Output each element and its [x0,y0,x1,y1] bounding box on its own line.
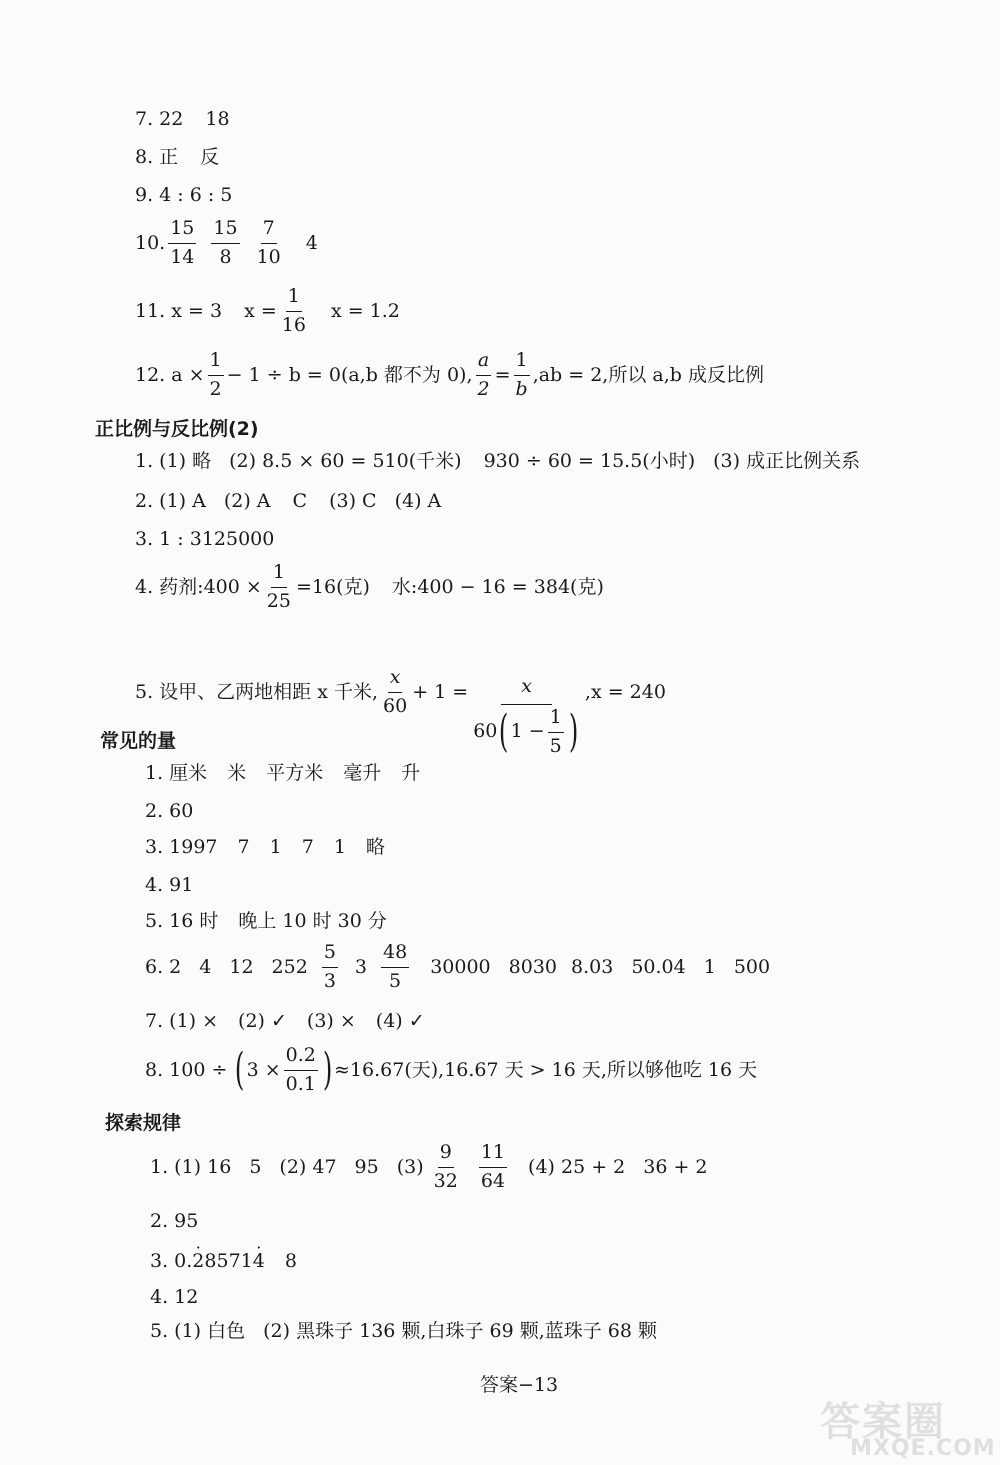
text: 8.03 [571,955,614,978]
text: 7 [237,836,250,858]
answer-line-11 [135,286,400,337]
fraction: $\frac{1}{25}$ [266,561,291,612]
watermark-url: MXQE.COM [850,1436,996,1461]
answer-line-3 [150,1252,297,1271]
text: 95 [354,1155,379,1178]
fraction: $\frac{5}{3}$ [323,941,336,992]
answer-line-6 [145,942,770,993]
text: 930 ÷ 60 = 15.5(小时) [483,450,696,472]
section-heading: 常见的量 [100,730,177,752]
answer-line-5 [145,912,387,931]
text: 11. x = 3 [135,299,223,322]
text: 升 [401,762,421,784]
fraction: $\frac{15}{8}$ [213,217,238,268]
text: 2. 95 [150,1210,199,1232]
text: 4. 12 [150,1286,199,1308]
text: 平方米 [266,762,324,784]
answer-line-9 [135,186,232,205]
text: 5. (1) 白色 [150,1320,246,1342]
answer-line-3 [145,838,385,857]
text: (3) 成正比例关系 [713,450,861,472]
text: = [494,363,511,386]
text: ,ab = 2,所以 a,b 成反比例 [532,363,764,386]
text: + 1 = [412,681,469,704]
text: 2. 60 [145,800,194,822]
text: x = 1.2 [330,299,400,322]
answer-line-7 [135,110,230,129]
answer-line-8 [135,148,219,167]
section-heading: 正比例与反比例(2) [95,418,259,440]
answer-line-7 [145,1012,425,1031]
text: (2) 47 [279,1155,337,1178]
section-heading: 探索规律 [105,1112,182,1134]
text: 5. 16 时 [145,910,219,932]
text: 水:400 − 16 = 384(克) [391,575,604,598]
text: − 1 ÷ b = 0(a,b 都不为 0), [226,363,473,386]
text: 30000 [430,955,491,978]
text: 7. 22 [135,108,184,130]
text: 5. 设甲、乙两地相距 x 千米, [135,681,379,704]
text: 12. a × [135,363,205,386]
text: 1. 厘米 [145,762,208,784]
text: ,x = 240 [584,681,666,704]
fraction: $\frac{48}{5}$ [383,941,408,992]
text: (3) C [329,490,377,512]
page-number: 答案−13 [480,1374,559,1396]
text: 50.04 [631,955,686,978]
text: 反 [200,146,220,168]
answer-line-1 [135,452,860,471]
text: 4 [199,955,212,978]
text: 8030 [508,955,557,978]
text: 8 [284,1250,297,1272]
answer-line-10 [135,218,318,269]
text: 18 [205,108,230,130]
text: 2. (1) A [135,490,206,512]
text: =16(克) [295,575,370,598]
text: 7. (1) × [145,1010,219,1032]
answer-line-4 [135,562,604,613]
text: 4. 药剂:400 × [135,575,262,598]
text: 晚上 10 时 30 分 [238,910,387,932]
answer-line-5 [150,1322,657,1341]
text: 9. 4 : 6 : 5 [135,184,233,206]
text: 36 + 2 [643,1155,708,1178]
fraction: $\frac{9}{32}$ [433,1141,458,1192]
text: ≈16.67(天),16.67 天 > 16 天,所以够他吃 16 天 [334,1058,758,1081]
text: 4. 91 [145,874,194,896]
answer-line-4 [150,1288,198,1307]
repeating-digit: 4 · [253,1252,265,1271]
answer-line-12 [135,350,764,401]
text: 1. (1) 16 [150,1155,232,1178]
text: 3 [354,955,367,978]
text: 略 [365,836,385,858]
text: 7 [301,836,314,858]
answer-line-1 [145,764,420,783]
text: 1 [269,836,282,858]
text: (2) A [223,490,271,512]
answer-line-3 [135,530,274,549]
text: 12 [229,955,254,978]
answer-line-2 [145,802,193,821]
text: (2) 8.5 × 60 = 510(千米) [229,450,462,472]
text: 500 [733,955,771,978]
answer-line-2 [150,1212,198,1231]
text: (4) A [394,490,442,512]
answer-line-1 [150,1142,708,1193]
text: 3 × [246,1058,281,1081]
text: 1 [333,836,346,858]
fraction: $\frac{1}{2}$ [209,349,222,400]
compound-fraction: x 60 ( 1 − $\frac{1}{5}$ ) [473,675,579,758]
text: 8571 [204,1250,253,1272]
text: 3. 1997 [145,836,218,858]
fraction: $\frac{7}{10}$ [256,217,281,268]
fraction: $\frac{15}{14}$ [170,217,195,268]
text: 毫升 [343,762,382,784]
fraction: $\frac{1}{b}$ [515,349,528,400]
text: C [292,490,308,512]
text: 5 [249,1155,262,1178]
text: 8. 正 [135,146,179,168]
watermark-logo [816,1388,1000,1465]
fraction: $\frac{x}{60}$ [383,666,408,718]
repeating-digit: 2 · [192,1252,204,1271]
text: (4) 25 + 2 [528,1155,626,1178]
fraction: $\frac{1}{16}$ [281,285,306,336]
answer-line-4 [145,876,193,895]
text: 10. [135,231,166,254]
text: 3. 0. [150,1250,193,1272]
text: 6. 2 [145,955,182,978]
text: 1 [703,955,716,978]
text: 3. 1 : 3125000 [135,528,275,550]
answer-line-2 [135,492,441,511]
text: x = [244,299,277,322]
fraction: $\frac{11}{64}$ [480,1141,506,1192]
text: (4) ✓ [375,1010,425,1032]
text: (2) ✓ [238,1010,287,1032]
text: 252 [271,955,308,978]
text: 4 [305,231,318,254]
fraction: $\frac{1}{5}$ [549,705,562,757]
answer-line-5 [135,628,666,758]
text: 1. (1) 略 [135,450,212,472]
fraction: $\frac{a}{2}$ [477,349,490,400]
text: (2) 黑珠子 136 颗,白珠子 69 颗,蓝珠子 68 颗 [263,1320,658,1342]
text: 8. 100 ÷ [145,1058,228,1081]
answer-line-8: 8. 100 ÷ ( 3 × $\frac{0.2}{0.1}$ ) ≈16.67(天),16.67 天 > 16 天,所以够他吃 16 天 [145,1044,758,1096]
text: 米 [227,762,247,784]
text: (3) [396,1155,424,1178]
text: (3) × [306,1010,356,1032]
fraction: $\frac{0.2}{0.1}$ [285,1044,316,1095]
watermark-text: 答案圈 [820,1399,946,1445]
